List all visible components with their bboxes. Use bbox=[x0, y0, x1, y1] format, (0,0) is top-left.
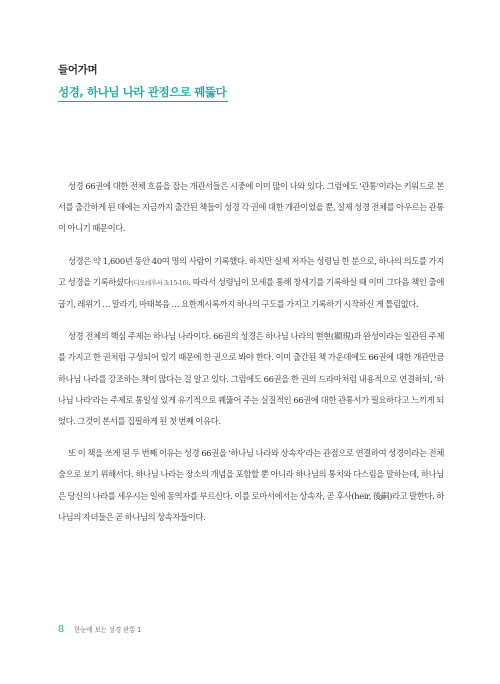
body-paragraph bbox=[58, 326, 444, 432]
paragraph-text: 성경 전체의 핵심 주제는 하나님 나라이다. 66권의 성경은 하나님 나라의 현현(顯現)과 완성이라는 일관된 주제를 가지고 한 권처럼 구성되어 있기 때문에 한 권으로 봐야 한다. 이미 출간된 책 가운데에도 66권에 대한 개관만큼 하나님 나라를 강조하는 책이 많다는 걸 알고 있다. 그럼에도 66권을 한 권의 드라마처럼 내용적으로 연결하되, '하나님 나라'라는 주제로 통일성 있게 유기적으로 꿰뚫어 주는 실질적인 66권에 대한 관통서가 필요하다고 느끼게 되었다. 그것이 본서를 집필하게 된 첫 번째 이유다. bbox=[58, 331, 444, 427]
body-paragraph bbox=[58, 176, 444, 240]
running-title: 한눈에 보는 성경 관통 1 bbox=[74, 626, 142, 634]
body-paragraph bbox=[58, 443, 444, 528]
body-paragraph bbox=[58, 251, 444, 316]
paragraph-text: 성경은 약 1,600년 동안 40여 명의 사람이 기록했다. 하지만 실제 저자는 성령님 한 분으로, 하나의 의도를 가지고 성경을 기록하셨다 bbox=[58, 255, 444, 287]
body-text bbox=[58, 176, 444, 539]
scripture-reference: (디모데후서 3:15-16) bbox=[131, 278, 189, 287]
paragraph-text: 성경 66권에 대한 전체 흐름을 잡는 개관서들은 시중에 이미 많이 나와 있다. 그럼에도 '관통'이라는 키워드로 본서를 출간하게 된 데에는 지금까지 출간된 책들이 성경 각 권에 대한 개관이었을 뿐, 실제 성경 전체를 아우르는 관통이 아니기 때문이다. bbox=[58, 181, 444, 234]
chapter-label: 들어가며 bbox=[58, 64, 98, 76]
paragraph-text: . 따라서 성령님이 모세를 통해 창세기를 기록하실 때 이미 그다음 책인 출애굽기, 레위기 … 말라기, 마태복음 … 요한계시록까지 하나의 구도를 가지고 기록하기 시작하신 게 틀림없다. bbox=[58, 276, 445, 310]
paragraph-text: 또 이 책을 쓰게 된 두 번째 이유는 성경 66권을 '하나님 나라와 상속자'라는 관점으로 연결하여 성경이라는 전체 숲으로 보기 위해서다. 하나님 나라는 장소의 개념을 포함할 뿐 아니라 하나님의 통치와 다스림을 말하는데, 하나님은 당신의 나라를 세우시는 일에 동역자를 부르신다. 이를 로마서에서는 상속자, 곧 후사(heir, 後嗣)라고 말한다. 하나님의 자녀들은 곧 하나님의 상속자들이다. bbox=[58, 448, 444, 522]
page-footer bbox=[58, 624, 141, 635]
page-number: 8 bbox=[58, 624, 65, 635]
chapter-heading bbox=[58, 62, 228, 102]
chapter-title: 성경, 하나님 나라 관점으로 꿰뚫다 bbox=[58, 84, 228, 102]
